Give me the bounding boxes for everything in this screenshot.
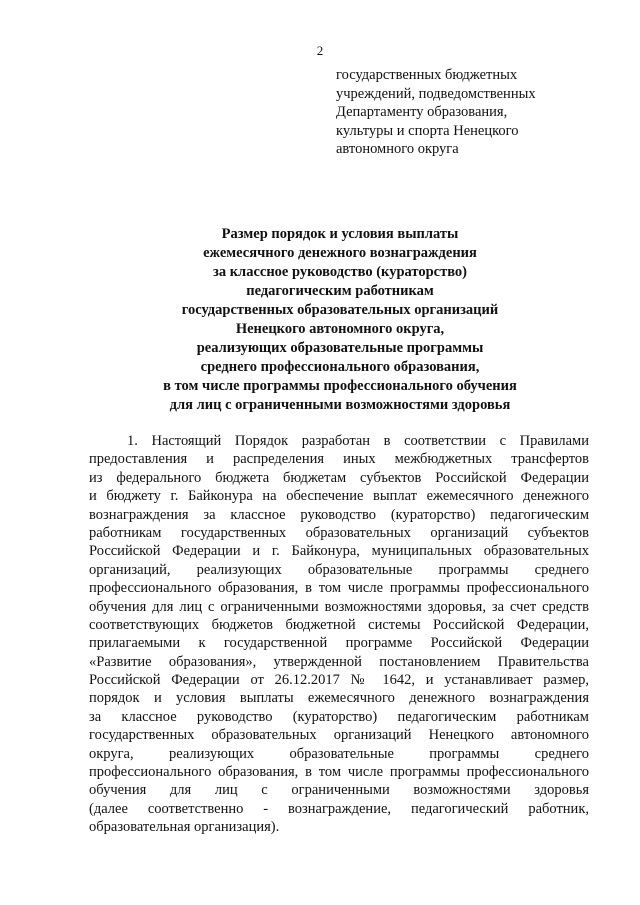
title-line: педагогическим работникам xyxy=(246,283,434,299)
paragraph-line: «Развитие образования», утвержденной постановлением Правительства xyxy=(89,653,589,670)
paragraph-line: работникам государственных образовательных организаций субъектов xyxy=(89,524,589,541)
paragraph-line: обучения для лиц с ограниченными возможностями здоровья, за счет средств xyxy=(89,598,589,615)
paragraph-line: прилагаемыми к государственной программе Российской Федерации xyxy=(89,635,589,652)
paragraph-line: порядок и условия выплаты ежемесячного денежного вознаграждения xyxy=(89,690,589,707)
addressee-line: культуры и спорта Ненецкого xyxy=(336,122,519,139)
title-line: среднего профессионального образования, xyxy=(200,359,480,375)
title-line: Размер порядок и условия выплаты xyxy=(221,226,459,242)
paragraph-line: профессионального образования, в том числе программы профессионального xyxy=(89,580,589,597)
addressee-line: Департаменту образования, xyxy=(336,104,508,121)
paragraph-line: 1. Настоящий Порядок разработан в соответствии с Правилами xyxy=(127,433,589,449)
paragraph-line: соответствующих бюджетов бюджетной системы Российской Федерации, xyxy=(89,616,589,633)
addressee-line: учреждений, подведомственных xyxy=(336,85,536,102)
paragraph-line: государственных образовательных организаций Ненецкого автономного xyxy=(89,727,589,744)
title-line: ежемесячного денежного вознаграждения xyxy=(203,245,477,261)
paragraph-line: округа, реализующих образовательные программы среднего xyxy=(89,745,589,762)
addressee-block xyxy=(336,66,616,159)
title-line: государственных образовательных организаций xyxy=(181,302,499,318)
paragraph-line: из федерального бюджета бюджетам субъектов Российской Федерации xyxy=(89,469,589,486)
title-line: за классное руководство (кураторство) xyxy=(213,264,467,280)
paragraph-1 xyxy=(89,432,589,837)
paragraph-line: Российской Федерации и г. Байконура, муниципальных образовательных xyxy=(89,543,589,560)
page-number: 2 xyxy=(316,43,324,58)
addressee-line: автономного округа xyxy=(336,141,459,158)
paragraph-line: профессионального образования, в том числе программы профессионального xyxy=(89,764,589,781)
paragraph-line: Российской Федерации от 26.12.2017 № 1642, и устанавливает размер, xyxy=(89,672,589,689)
document-title xyxy=(20,225,640,415)
paragraph-line: организаций, реализующих образовательные программы среднего xyxy=(89,561,589,578)
paragraph-line: (далее соответственно - вознаграждение, педагогический работник, xyxy=(89,800,589,817)
title-line: в том числе программы профессионального обучения xyxy=(163,378,517,394)
title-line: Ненецкого автономного округа, xyxy=(235,321,445,337)
addressee-line: государственных бюджетных xyxy=(336,67,518,83)
paragraph-line: предоставления и распределения иных межбюджетных трансфертов xyxy=(89,451,589,468)
paragraph-line: вознаграждения за классное руководство (кураторство) педагогическим xyxy=(89,506,589,523)
title-line: реализующих образовательные программы xyxy=(196,340,484,356)
paragraph-line: и бюджету г. Байконура на обеспечение выплат ежемесячного денежного xyxy=(89,488,589,505)
paragraph-line: за классное руководство (кураторство) педагогическим работникам xyxy=(89,708,589,725)
paragraph-line: обучения для лиц с ограниченными возможностями здоровья xyxy=(89,782,589,799)
title-line: для лиц с ограниченными возможностями здоровья xyxy=(169,397,511,413)
paragraph-line: образовательная организация). xyxy=(89,819,280,836)
